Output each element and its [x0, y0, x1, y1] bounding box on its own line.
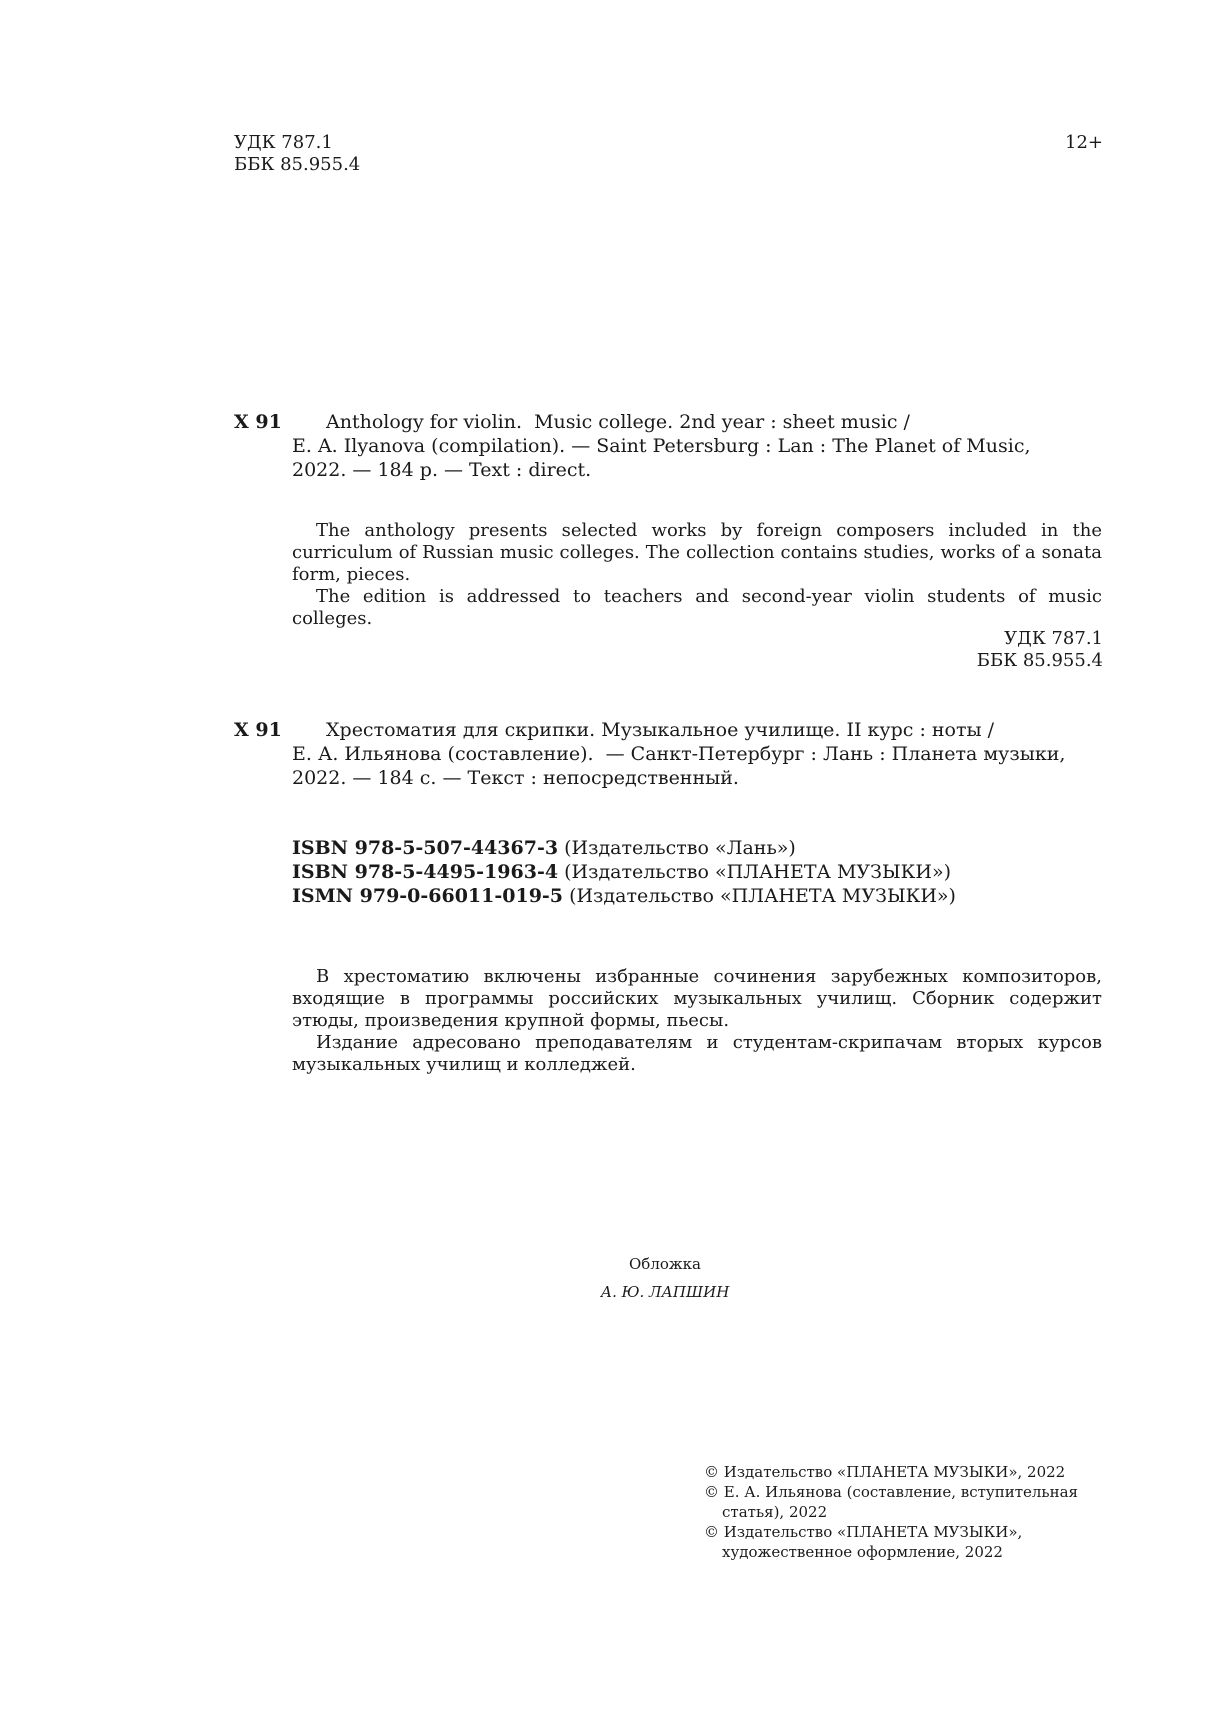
cover-artist: А. Ю. ЛАПШИН [600, 1283, 730, 1301]
identifier-code: ISBN 978-5-507-44367-3 [292, 837, 559, 859]
russian-entry [292, 718, 1102, 790]
english-abstract-para1: The anthology presents selected works by foreign composers included in the curriculum of Russian music colleges. The collection contains studies, works of a sonata form, pieces. [292, 520, 1102, 585]
udk-code: УДК 787.1 [234, 132, 333, 153]
copyright-line: © Издательство «ПЛАНЕТА МУЗЫКИ», художественное оформление, 2022 [704, 1523, 1023, 1561]
english-entry-code: Х 91 [234, 411, 282, 433]
english-abstract-para2: The edition is addressed to teachers and second-year violin students of music colleges. [292, 586, 1102, 629]
identifier-publisher: (Издательство «Лань») [564, 837, 796, 859]
english-entry-line1: Anthology for violin. Music college. 2nd year : sheet music / [326, 411, 910, 433]
right-udk-code: УДК 787.1 [1004, 628, 1103, 649]
identifier-code: ISMN 979-0-66011-019-5 [292, 885, 564, 907]
age-rating: 12+ [1065, 132, 1103, 153]
english-entry [292, 410, 1102, 482]
russian-entry-line1: Хрестоматия для скрипки. Музыкальное училище. II курс : ноты / [326, 719, 995, 741]
english-abstract [292, 520, 1102, 630]
identifier-item [292, 884, 956, 908]
right-bbk-code: ББК 85.955.4 [976, 650, 1103, 671]
russian-abstract-para1: В хрестоматию включены избранные сочинения зарубежных композиторов, входящие в программы российских музыкальных училищ. Сборник содержит этюды, произведения крупной формы, пьесы. [292, 966, 1102, 1031]
right-classification [977, 628, 1103, 672]
copyright-line: © Е. А. Ильянова (составление, вступительная статья), 2022 [704, 1483, 1078, 1521]
identifier-item [292, 860, 956, 884]
russian-entry-code: Х 91 [234, 719, 282, 741]
identifier-item [292, 836, 956, 860]
identifier-code: ISBN 978-5-4495-1963-4 [292, 861, 559, 883]
identifier-publisher: (Издательство «ПЛАНЕТА МУЗЫКИ») [569, 885, 956, 907]
bbk-code: ББК 85.955.4 [234, 154, 361, 175]
english-entry-line2: E. A. Ilyanova (compilation). — Saint Petersburg : Lan : The Planet of Music, [292, 435, 1031, 457]
russian-abstract [292, 966, 1102, 1076]
cover-label: Обложка [628, 1255, 701, 1273]
russian-entry-line2: Е. А. Ильянова (составление). — Санкт-Петербург : Лань : Планета музыки, [292, 743, 1066, 765]
identifier-publisher: (Издательство «ПЛАНЕТА МУЗЫКИ») [564, 861, 951, 883]
copyright-block [704, 1462, 1084, 1562]
russian-abstract-para2: Издание адресовано преподавателям и студентам-скрипачам вторых курсов музыкальных училищ и колледжей. [292, 1032, 1102, 1075]
english-entry-line3: 2022. — 184 p. — Text : direct. [292, 459, 592, 481]
russian-entry-line3: 2022. — 184 с. — Текст : непосредственный. [292, 767, 739, 789]
cover-credit [0, 1254, 1211, 1302]
identifier-list [292, 836, 956, 908]
header-classification [234, 132, 360, 176]
copyright-line: © Издательство «ПЛАНЕТА МУЗЫКИ», 2022 [704, 1463, 1066, 1481]
